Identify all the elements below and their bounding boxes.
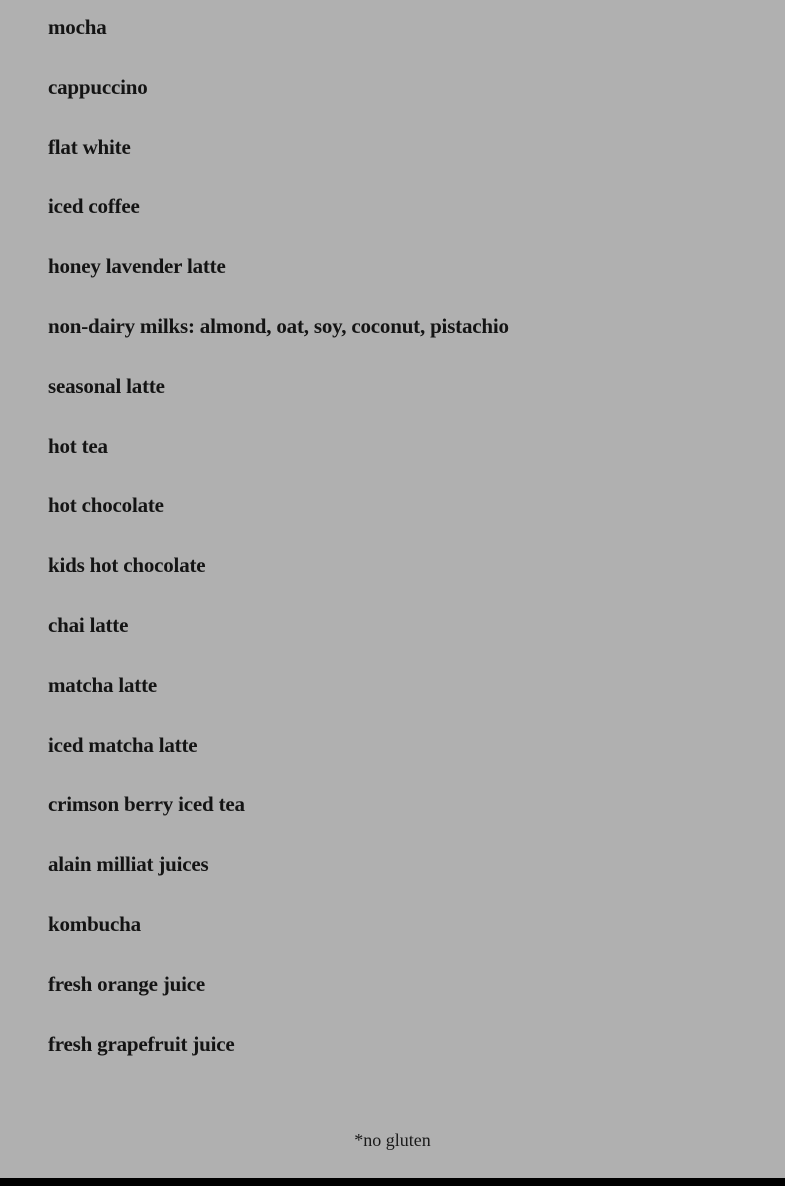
menu-item-fresh-orange-juice: fresh orange juice xyxy=(48,971,205,996)
menu-item-seasonal-latte: seasonal latte xyxy=(48,373,165,398)
menu-item-kids-hot-chocolate: kids hot chocolate xyxy=(48,553,206,578)
gluten-footnote: *no gluten xyxy=(354,1130,431,1150)
menu-item-iced-matcha-latte: iced matcha latte xyxy=(48,732,198,757)
menu-item-hot-chocolate: hot chocolate xyxy=(48,493,164,518)
menu-item-cappuccino: cappuccino xyxy=(48,74,148,99)
menu-item-crimson-berry-iced-tea: crimson berry iced tea xyxy=(48,792,245,817)
menu-item-matcha-latte: matcha latte xyxy=(48,672,157,697)
menu-item-iced-coffee: iced coffee xyxy=(48,194,140,219)
drinks-menu-list xyxy=(48,0,509,1076)
bottom-bar xyxy=(0,1178,785,1186)
menu-item-kombucha: kombucha xyxy=(48,911,141,936)
menu-item-non-dairy-milks: non-dairy milks: almond, oat, soy, coconut, pistachio xyxy=(48,313,509,338)
menu-item-chai-latte: chai latte xyxy=(48,612,129,637)
menu-item-honey-lavender-latte: honey lavender latte xyxy=(48,254,226,279)
menu-item-alain-milliat-juices: alain milliat juices xyxy=(48,852,209,877)
menu-item-flat-white: flat white xyxy=(48,134,131,159)
menu-item-hot-tea: hot tea xyxy=(48,433,108,458)
menu-item-mocha: mocha xyxy=(48,15,107,39)
menu-item-fresh-grapefruit-juice: fresh grapefruit juice xyxy=(48,1031,235,1056)
